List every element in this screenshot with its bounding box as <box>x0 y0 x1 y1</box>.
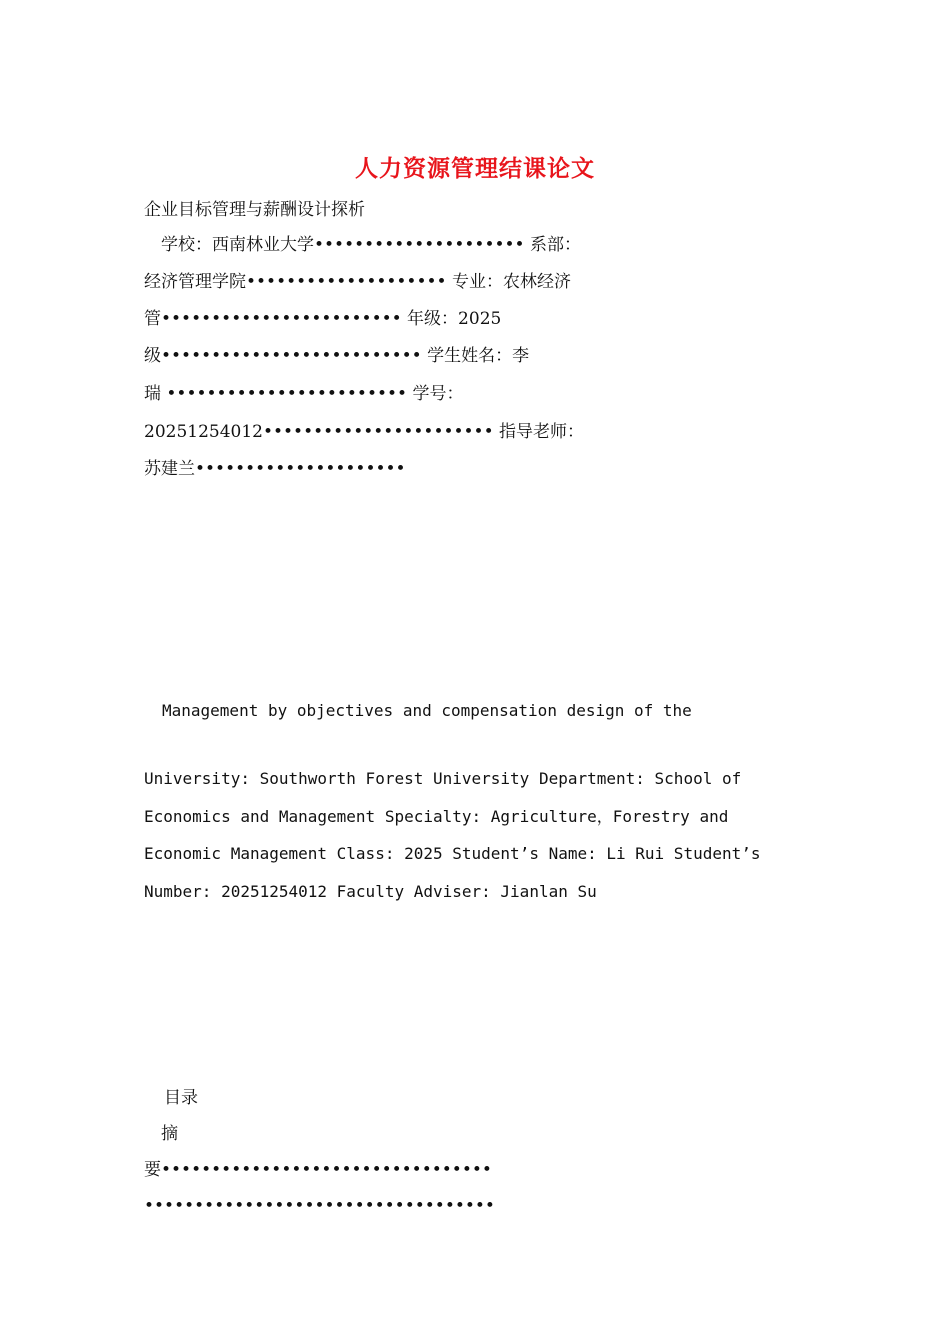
toc-heading: 目录 <box>164 1088 198 1108</box>
toc-line-2: 要••••••••••••••••••••••••••••••••• <box>144 1160 492 1180</box>
en-info-line-4: Number: 20251254012 Faculty Adviser: Jianlan Su <box>144 882 597 901</box>
document-title: 人力资源管理结课论文 <box>355 155 595 182</box>
en-info-line-1: University: Southworth Forest University Department: School of <box>144 769 742 788</box>
cn-info-line-5: 瑞 •••••••••••••••••••••••• 学号： <box>144 384 464 404</box>
cn-info-line-2: 经济管理学院•••••••••••••••••••• 专业：农林经济 <box>144 272 571 292</box>
en-info-line-3: Economic Management Class: 2025 Student’s Name: Li Rui Student’s <box>144 844 761 863</box>
en-title: Management by objectives and compensation design of the <box>162 701 692 720</box>
en-info-line-2: Economics and Management Specialty: Agriculture，Forestry and <box>144 807 729 826</box>
cn-info-line-6: 20251254012••••••••••••••••••••••• 指导老师： <box>144 422 585 442</box>
document-subtitle: 企业目标管理与薪酬设计探析 <box>144 200 365 220</box>
cn-info-line-4: 级•••••••••••••••••••••••••• 学生姓名：李 <box>144 346 530 366</box>
toc-line-1: 摘 <box>144 1124 178 1144</box>
cn-info-line-3: 管•••••••••••••••••••••••• 年级：2025 <box>144 309 502 329</box>
cn-info-line-1: 学校：西南林业大学••••••••••••••••••••• 系部： <box>144 235 581 255</box>
toc-line-3: ••••••••••••••••••••••••••••••••••• <box>144 1196 495 1216</box>
cn-info-line-7: 苏建兰••••••••••••••••••••• <box>144 459 406 479</box>
